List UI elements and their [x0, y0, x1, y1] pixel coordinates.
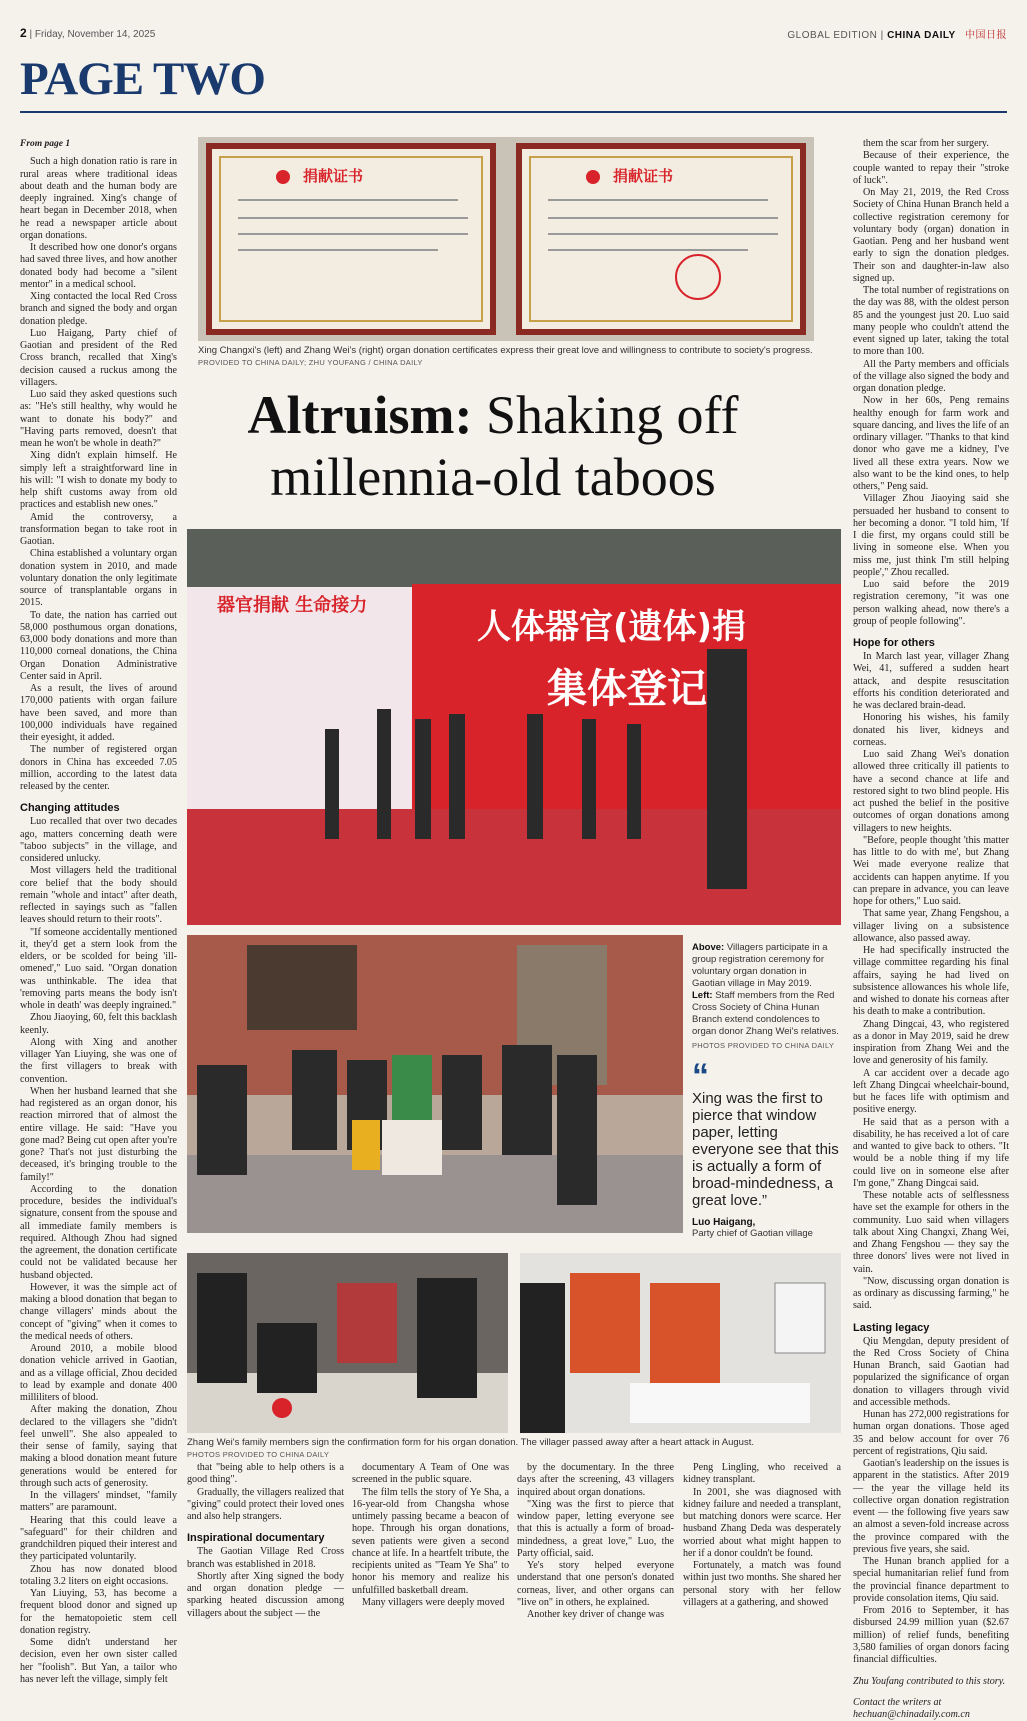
paragraph: Zhou Jiaoying, 60, felt this backlash keenly.	[20, 1012, 177, 1036]
paragraph: The Hunan branch applied for a special humanitarian relief fund from the provincial finance department to provide consolation items, Qiu said.	[853, 1556, 1009, 1604]
paragraph: The film tells the story of Ye Sha, a 16-year-old from Changsha whose untimely passing became a beacon of hope. Through his organ donations, seven patients were given a second chance at life. In a heartfelt tribute, the recipients united as "Team Ye Sha" to honor his memory and realize his unfulfilled basketball dream.	[352, 1486, 509, 1596]
right-paragraphs	[853, 138, 1009, 628]
paragraph: Hearing that this could leave a "safeguard" for their children and grandchildren piqued their interest and they participated voluntarily.	[20, 1514, 177, 1563]
edition-label: GLOBAL EDITION | CHINA DAILY 中国日报	[787, 30, 1007, 41]
paragraph: Some didn't understand her decision, even her own sister called her "foolish". But Yan, a tailor who has never left the village, simply felt	[20, 1637, 177, 1685]
article-column-4	[517, 1462, 674, 1693]
certificates-photo	[198, 137, 814, 341]
paragraph: Luo recalled that over two decades ago, matters concerning death were "taboo subjects" in the village, and considered unlucky.	[20, 816, 177, 864]
above-text: Villagers participate in a group registration ceremony for voluntary organ donation in Gaotian village in May 2019.	[692, 942, 828, 989]
paragraph: However, it was the simple act of making a blood donation that began to change villagers' minds about the concept of "giving" when it comes to the medical needs of others.	[20, 1281, 177, 1342]
brand-name: CHINA DAILY	[887, 30, 956, 41]
quote-text: Xing was the first to pierce that window paper, letting everyone see that this is actually a form of broad-mindedness, a great love.”	[692, 1090, 839, 1209]
quote-attribution-name: Luo Haigang,	[692, 1217, 756, 1228]
main-headline	[198, 384, 788, 508]
left-text: Staff members from the Red Cross Society of China Hunan Branch extend condolences to organ donor Zhang Wei's relatives.	[692, 990, 839, 1037]
article-column-1	[20, 138, 177, 1693]
subhead-inspirational-documentary: Inspirational documentary	[187, 1532, 325, 1545]
paragraph: He had specifically instructed the village committee regarding his final affairs, saying he had lived on subsistence allowances his whole life, and wished to donate his corneas after his death to make a contribution.	[853, 945, 1009, 1018]
col3-paragraphs	[352, 1462, 509, 1609]
paragraph: The Gaotian Village Red Cross branch was established in 2018.	[187, 1546, 344, 1570]
headline-rest: Shaking off millennia-old taboos	[270, 385, 739, 507]
paragraph: These notable acts of selflessness have set the example for others in the community. Luo said when villagers talk about Xing Changxi, Zhang Wei, and Zhang Fengshou — they say the three donors' lives were not lived in vain.	[853, 1190, 1009, 1275]
subhead-changing-attitudes: Changing attitudes	[20, 802, 120, 815]
paragraph: He said that as a person with a disability, he has received a lot of care and wanted to give back to others. "It would be a noble thing if my life could live on in someone else after I'm gone," Zhang Dingcai said.	[853, 1116, 1009, 1189]
paragraph: Gradually, the villagers realized that "giving" could protect their loved ones and also help strangers.	[187, 1486, 344, 1522]
paragraph: Gaotian's leadership on the issues is apparent in the statistics. After 2019 — the year the village held its collective organ donation registration event — the following five years saw an almost a seven-fold increase across the province compared with the previous five years, she said.	[853, 1458, 1009, 1555]
col4-paragraphs	[517, 1462, 674, 1621]
paragraph: Another key driver of change was	[527, 1609, 665, 1620]
brand-cn: 中国日报	[965, 30, 1007, 41]
paragraph: That same year, Zhang Fengshou, a villager living on a subsistence allowance, also passed away.	[853, 908, 1009, 944]
paragraph: "Xing was the first to pierce that window paper, letting everyone see that this is actually a form of broad-mindedness, a great love," Luo, the Party official, said.	[517, 1498, 674, 1559]
pull-quote	[692, 1057, 842, 1239]
paragraph: After making the donation, Zhou declared to the villagers she "didn't feel unwell". She also appealed to their sense of family, saying that making a blood donation meant future generations would be entered for through such acts of generosity.	[20, 1404, 177, 1489]
contributor-credit: Zhu Youfang contributed to this story.	[853, 1676, 1006, 1688]
paragraph: Shortly after Xing signed the body and organ donation pledge — sparking heated discussion among villagers about the subject — the	[187, 1570, 344, 1619]
title-rule	[20, 111, 1007, 113]
paragraph: Now in her 60s, Peng remains healthy enough for farm work and square dancing, and lives the life of an ordinary villager. "Thanks to that kind donor who gave me a kidney, I've lived all these extra years. Now we also want to be the kind ones, to help others," Peng said.	[853, 395, 1009, 492]
ceremony-banner-main1: 人体器官(遗体)捐	[477, 607, 747, 647]
paragraph: A car accident over a decade ago left Zhang Dingcai wheelchair-bound, but he faces life with optimism and positive energy.	[853, 1067, 1009, 1116]
page-header: 2 | Friday, November 14, 2025 GLOBAL EDITION | CHINA DAILY 中国日报	[20, 26, 1007, 41]
col1-paragraphs	[20, 156, 177, 793]
certificate-title-left: 捐献证书	[303, 167, 364, 185]
paragraph: by the documentary. In the three days after the screening, 43 villagers inquired about organ donations.	[517, 1462, 674, 1498]
side-caption-credit: PHOTOS PROVIDED TO CHINA DAILY	[692, 1041, 835, 1050]
paragraph: "Now, discussing organ donation is as ordinary as discussing farming," he said.	[853, 1275, 1009, 1312]
headline-bold: Altruism:	[247, 385, 473, 445]
paragraph: "Before, people thought 'this matter has little to do with me', but Zhang Wei made everyone realize that accidents can happen anytime. If you can prepare in advance, you can leave hope for others," Luo said.	[853, 834, 1009, 907]
paragraph: As a result, the lives of around 170,000 patients with organ failure have been saved, and more than 100,000 individuals have regained their eyesight, it added.	[20, 683, 177, 743]
paragraph: In the villagers' mindset, "family matters" are paramount.	[20, 1490, 177, 1514]
contact-label: Contact the writers at	[853, 1696, 942, 1708]
col5-paragraphs	[683, 1462, 841, 1609]
article-column-right	[853, 138, 1009, 1720]
paragraph: that "being able to help others is a good thing".	[187, 1462, 344, 1486]
paragraph: Fortunately, a match was found within just two months. She shared her personal story with her fellow villagers at a gathering, and showed	[683, 1560, 841, 1608]
contact-email[interactable]: hechuan@chinadaily.com.cn	[853, 1708, 970, 1720]
paragraph: Zhang Dingcai, 43, who registered as a donor in May 2019, said he drew inspiration from Zhang Wei and the love and generosity of his family.	[853, 1018, 1009, 1067]
paragraph: Luo said Zhang Wei's donation allowed three critically ill patients to have a second chance at life and restored sight to two blind people. His act pushed the belief in the positive outcomes of organ donations among villagers to new heights.	[853, 749, 1009, 834]
paragraph: Such a high donation ratio is rare in rural areas where traditional ideas about death and the human body are deeply ingrained. Xing's change of heart began in December 2018, when he read a newspaper article about organ donations.	[20, 156, 177, 241]
paragraph: Hunan has 272,000 registrations for human organ donations. Those aged 35 and below account for over 76 percent of registrations, Qiu said.	[853, 1409, 1009, 1457]
paragraph: "If someone accidentally mentioned it, they'd get a stern look from the elders, or be scolded for being 'ill-omened'," Luo said. "Organ donation was unthinkable. The idea that 'removing parts means the body isn't whole in death' was deeply ingrained."	[20, 926, 177, 1011]
paragraph: them the scar from her surgery.	[863, 138, 989, 149]
paragraph: The total number of registrations on the day was 88, with the oldest person 85 and the youngest just 20. Luo said many people who couldn't attend the event signed up later, taking the total to more than 100.	[853, 285, 1009, 358]
condolence-photo	[187, 935, 683, 1233]
signing-caption: Zhang Wei's family members sign the confirmation form for his organ donation. The villager passed away after a heart attack in August. PHOTOS PROVIDED TO CHINA DAILY	[187, 1437, 754, 1459]
paragraph: In 2001, she was diagnosed with kidney failure and needed a transplant, but matching donors were scarce. Her husband Zhang Deda was desperately worried about what might happen to her if a donor couldn't be found.	[683, 1486, 841, 1559]
paragraph: Around 2010, a mobile blood donation vehicle arrived in Gaotian, and as a village official, Zhou decided to lead by example and donate 400 milliliters of blood.	[20, 1343, 177, 1403]
paragraph: According to the donation procedure, besides the individual's signature, consent from the spouse and all immediate family members is required. Although Zhou had signed the agreement, the donation certificate could not be validated because her husband objected.	[20, 1183, 177, 1281]
subhead-hope-for-others: Hope for others	[853, 637, 935, 649]
paragraph: Zhou has now donated blood totaling 3.2 liters on eight occasions.	[20, 1563, 177, 1587]
signing-photo-right	[520, 1253, 841, 1433]
paragraph: Luo said they asked questions such as: "He's still healthy, why would he want to donate his body?" and "Having parts removed, doesn't that mean he won't be whole in death?"	[20, 389, 177, 449]
paragraph: The number of registered organ donors in China has exceeded 7.05 million, according to the latest data released by the center.	[20, 744, 177, 792]
paragraph: Because of their experience, the couple wanted to repay their "stroke of luck".	[853, 150, 1009, 186]
paragraph: China established a voluntary organ donation system in 2010, and made voluntary donation the only legitimate source of transplantable organs in 2015.	[20, 548, 177, 609]
ceremony-photo	[187, 529, 841, 925]
paragraph: Ye's story helped everyone understand that one person's donated corneas, liver, and other organs can "live on" in others, he explained.	[517, 1560, 674, 1608]
paragraph: documentary A Team of One was screened in the public square.	[352, 1462, 509, 1486]
signing-photo-left	[187, 1253, 508, 1433]
right-paragraphs-3	[853, 1336, 1009, 1667]
paragraph: Yan Liuying, 53, has become a frequent blood donor and signed up for the hematopoietic stem cell donation registry.	[20, 1588, 177, 1636]
article-column-2	[187, 1462, 344, 1693]
certificate-title-right: 捐献证书	[613, 167, 674, 185]
col1-paragraphs-2	[20, 816, 177, 1686]
paragraph: Peng Lingling, who received a kidney transplant.	[683, 1462, 841, 1486]
paragraph: Honoring his wishes, his family donated his liver, kidneys and corneas.	[853, 712, 1009, 748]
page-number: 2	[20, 26, 27, 40]
paragraph: Villager Zhou Jiaoying said she persuaded her husband to consent to her becoming a donor. "I told him, 'If I die first, my organs could still be living in someone else. When you miss me, just think I'm still helping people'," Zhou recalled.	[853, 493, 1009, 578]
paragraph: Many villagers were deeply moved	[362, 1596, 505, 1608]
paragraph: On May 21, 2019, the Red Cross Society of China Hunan Branch held a collective registration ceremony for voluntary body (organ) donation in Gaotian. Peng and her husband went early to sign the donation pledges. Their son and daughter-in-law also signed up.	[853, 187, 1009, 284]
paragraph: When her husband learned that she had registered as an organ donor, his reaction mirrored that of almost the entire village. He said: "Have you gone mad? Being cut open after you're gone? That's not just disturbing the deceased, it's bringing trouble to the family!"	[20, 1085, 177, 1183]
certificates-caption: Xing Changxi's (left) and Zhang Wei's (right) organ donation certificates express their great love and willingness to contribute to society's progress. PROVIDED TO CHINA DAILY; ZHU YOUFANG / CHINA DAILY	[198, 345, 813, 367]
paragraph: To date, the nation has carried out 58,000 posthumous organ donations, 63,000 body donations and more than 110,000 corneal donations, the China Organ Donation Administrative Center said in April.	[20, 609, 177, 682]
above-label: Above:	[692, 942, 725, 953]
col2-paragraphs-2	[187, 1546, 344, 1620]
article-column-3	[352, 1462, 509, 1693]
from-page-label: From page 1	[20, 139, 71, 149]
ceremony-banner-left: 器官捐献 生命接力	[217, 595, 368, 616]
subhead-lasting-legacy: Lasting legacy	[853, 1321, 930, 1334]
photo-side-caption	[692, 942, 840, 1052]
section-title: PAGE TWO	[20, 53, 265, 105]
paragraph: Xing didn't explain himself. He simply left a straightforward line in his will: "I wish to donate my body to help shift customs away from old practices and establish new ones."	[20, 450, 177, 511]
quote-attribution-role: Party chief of Gaotian village	[692, 1228, 813, 1239]
quote-mark-icon: “	[692, 1057, 709, 1095]
paragraph: It described how one donor's organs had saved three lives, and how another donated body had become a "silent mentor" in a medical school.	[20, 242, 177, 290]
paragraph: Most villagers held the traditional core belief that the body should remain "whole and intact" after death, reflected in sayings such as "fallen leaves should return to their roots".	[20, 865, 177, 926]
paragraph: Luo said before the 2019 registration ceremony, "it was one person walking ahead, now there's a group of people following".	[853, 579, 1009, 627]
paragraph: Qiu Mengdan, deputy president of the Red Cross Society of China Hunan Branch, said Gaotian had popularized the significance of organ donation to villagers through vivid and accessible methods.	[853, 1335, 1009, 1408]
paragraph: Along with Xing and another villager Yan Liuying, she was one of the first villagers to break with convention.	[20, 1036, 177, 1085]
left-label: Left:	[692, 990, 713, 1001]
paragraph: From 2016 to September, it has disbursed 24.99 million yuan ($2.67 million) of relief funds, benefiting 3,580 families of organ donors facing financial difficulties.	[853, 1605, 1009, 1665]
paragraph: All the Party members and officials of the village also signed the body and organ donation pledge.	[853, 358, 1009, 394]
paragraph: Xing contacted the local Red Cross branch and signed the body and organ donation pledge.	[20, 291, 177, 327]
paragraph: Luo Haigang, Party chief of Gaotian and president of the Red Cross branch, recalled that Xing's decision caused a ruckus among the villagers.	[20, 327, 177, 388]
article-column-5	[683, 1462, 841, 1693]
ceremony-banner-main2: 集体登记	[547, 666, 707, 712]
col2-paragraphs	[187, 1462, 344, 1523]
paragraph: In March last year, villager Zhang Wei, 41, suffered a sudden heart attack, and despite resuscitation efforts his condition deteriorated and he was declared brain-dead.	[853, 651, 1009, 711]
issue-date: Friday, November 14, 2025	[34, 29, 156, 40]
right-paragraphs-2	[853, 651, 1009, 1313]
paragraph: Amid the controversy, a transformation began to take root in Gaotian.	[20, 511, 177, 547]
edition-name: GLOBAL EDITION	[787, 30, 878, 41]
